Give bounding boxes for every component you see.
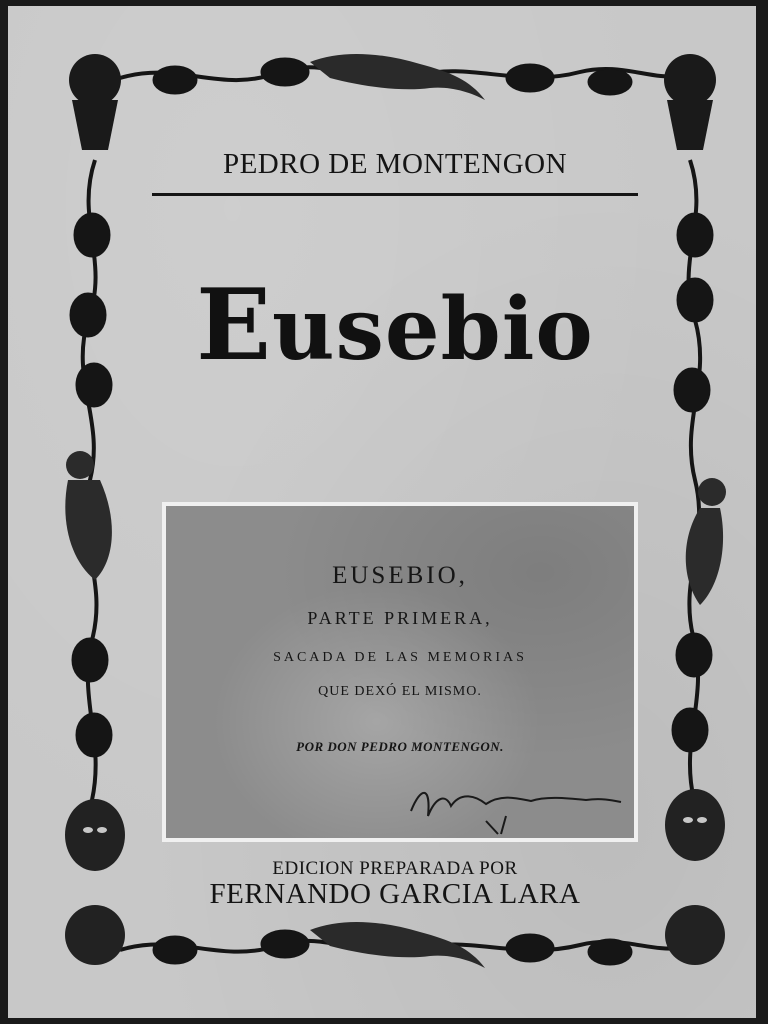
plate-line-byline: POR DON PEDRO MONTENGON. bbox=[296, 739, 504, 754]
plate-line-author-note: QUE DEXÓ EL MISMO. bbox=[318, 684, 482, 699]
plate-line-title: EUSEBIO, bbox=[332, 562, 468, 589]
editor-name: FERNANDO GARCIA LARA bbox=[209, 878, 581, 910]
author-name: PEDRO DE MONTENGON bbox=[222, 148, 568, 180]
book-title bbox=[150, 268, 640, 383]
title-divider bbox=[152, 193, 638, 196]
signature-flourish bbox=[406, 776, 626, 836]
plate-line-source: SACADA DE LAS MEMORIAS bbox=[273, 650, 527, 665]
title-rest: usebio bbox=[271, 279, 594, 380]
edition-label: EDICION PREPARADA POR bbox=[272, 858, 518, 879]
plate-image bbox=[166, 506, 634, 838]
plate-line-part: PARTE PRIMERA, bbox=[307, 608, 493, 628]
title-page-plate bbox=[162, 502, 638, 842]
title-initial: E bbox=[196, 268, 272, 383]
